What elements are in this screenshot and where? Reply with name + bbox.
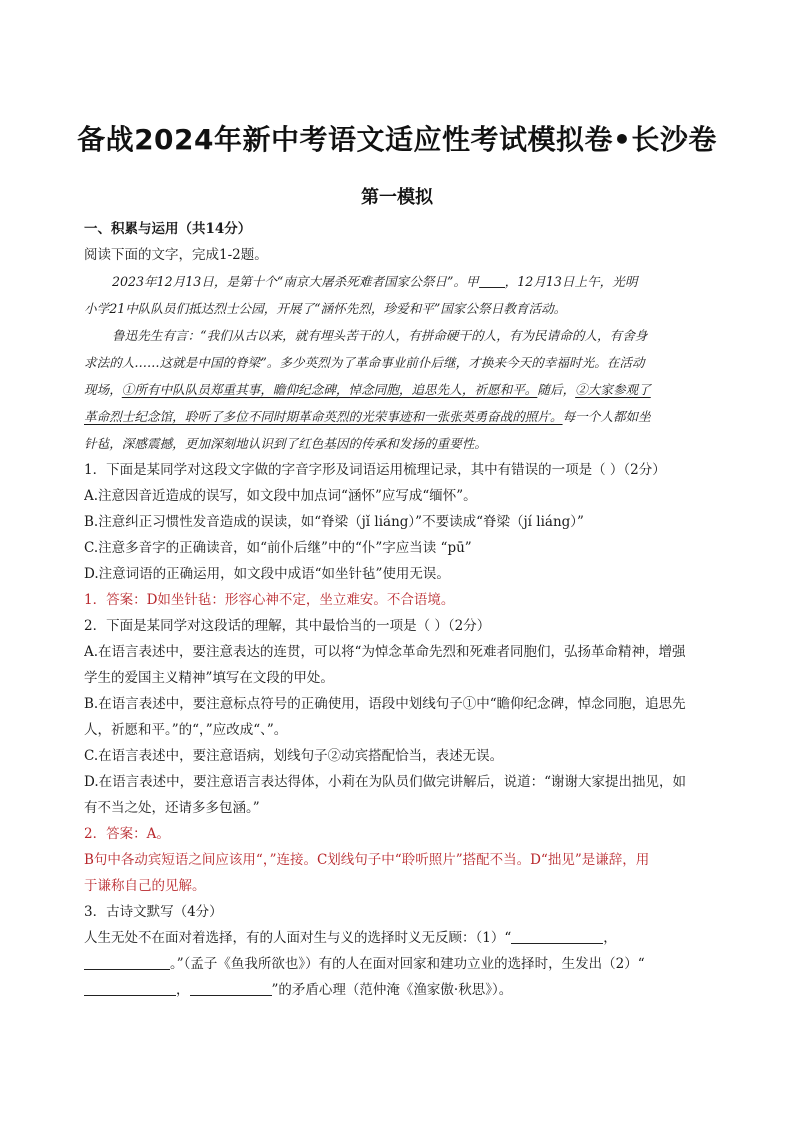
question-text: 。”（孟子《鱼我所欲也》）有的人在面对回家和建功立业的选择时，生发出（2）“ — [170, 956, 645, 972]
question-stem: 1．下面是某同学对这段文字做的字音字形及词语运用梳理记录，其中有错误的一项是（ ）（2分） — [84, 462, 666, 478]
passage-text: 2023年12月13日，是第十个“南京大屠杀死难者国家公祭日”。 — [112, 274, 467, 289]
section-instruction: 阅读下面的文字，完成1-2题。 — [84, 247, 268, 263]
reading-passage — [84, 268, 712, 457]
blank-jia — [466, 274, 505, 289]
question-stem: 3．古诗文默写（4分） — [84, 904, 223, 920]
fill-blank-2b[interactable] — [190, 979, 272, 996]
exam-title: 备战2024年新中考语文适应性考试模拟卷•长沙卷 — [77, 123, 717, 156]
passage-line: 小学21中队队员们抵达烈士公园，开展了“涵怀先烈，珍爱和平”国家公祭日教育活动。 — [84, 301, 567, 316]
option-d: D.注意词语的正确运用，如文段中成语“如坐针毡”使用无误。 — [84, 566, 450, 582]
question-3-line — [84, 977, 712, 1003]
passage-line: 鲁迅先生有言：“我们从古以来，就有埋头苦干的人，有拼命硬干的人，有为民请命的人，有舍身 — [112, 328, 648, 343]
question-text: 人生无处不在面对着选择，有的人面对生与义的选择时义无反顾：（1）“ — [84, 930, 512, 946]
option-d-cont: 有不当之处，还请多多包涵。” — [84, 800, 260, 816]
passage-line — [84, 268, 712, 295]
passage-text: ，12月13日上午，光明 — [504, 274, 638, 289]
option-a-cont: 学生的爱国主义精神”填写在文段的甲处。 — [84, 670, 334, 686]
underlined-sentence-2: ②大家参观了 — [575, 382, 651, 397]
fill-blank-1a[interactable] — [511, 927, 603, 944]
passage-text: 每一个人都如坐 — [562, 409, 651, 424]
answer-2-explanation: B句中各动宾短语之间应该用“，”连接。C划线句子中“聆听照片”搭配不当。D“拙见”是谦辞，用 — [84, 852, 650, 868]
answer-2: 2．答案：A。 — [84, 826, 170, 842]
exam-body — [84, 216, 712, 1003]
question-text: ， — [176, 982, 190, 998]
option-c: C.在语言表述中，要注意语病，划线句子②动宾搭配恰当，表述无误。 — [84, 748, 504, 764]
question-text: ， — [603, 930, 617, 946]
underlined-sentence-1: ①所有中队队员郑重其事，瞻仰纪念碑，悼念同胞，追思先人，祈愿和平。 — [121, 382, 538, 397]
passage-line: 针毡，深感震撼，更加深刻地认识到了红色基因的传承和发扬的重要性。 — [84, 436, 487, 451]
passage-text: 现场， — [84, 382, 122, 397]
fill-blank-2a[interactable] — [84, 979, 176, 996]
option-b-cont: 人，祈愿和平。”的“，”应改成“、”。 — [84, 722, 288, 738]
fill-blank-1b[interactable] — [84, 953, 170, 970]
option-a: A.注意因音近造成的误写，如文段中加点词“涵怀”应写成“缅怀”。 — [84, 488, 477, 504]
option-b: B.注意纠正习惯性发音造成的误读，如“脊梁（jǐ liáng）”不要读成“脊梁（jí liáng）” — [84, 514, 584, 530]
section-heading: 一、积累与运用（共14分） — [84, 221, 252, 237]
question-stem: 2．下面是某同学对这段话的理解，其中最恰当的一项是（ ）（2分） — [84, 618, 491, 634]
exam-subtitle: 第一模拟 — [361, 187, 433, 208]
question-3-line — [84, 951, 712, 977]
passage-line — [84, 376, 712, 403]
underlined-sentence-2-cont: 革命烈士纪念馆，聆听了多位不同时期革命英烈的光荣事迹和一张张英勇奋战的照片。 — [84, 409, 563, 424]
passage-line: 求法的人……这就是中国的脊梁”。多少英烈为了革命事业前仆后继，才换来今天的幸福时光。在活动 — [84, 355, 645, 370]
answer-1: 1．答案：D如坐针毡：形容心神不定，坐立难安。不合语境。 — [84, 592, 455, 608]
option-c: C.注意多音字的正确读音，如“前仆后继”中的“仆”字应当读 “pū” — [84, 540, 472, 556]
option-a: A.在语言表述中，要注意表达的连贯，可以将“为悼念革命先烈和死难者同胞们，弘扬革命精神，增强 — [84, 644, 686, 660]
answer-2-explanation-cont: 于谦称自己的见解。 — [84, 878, 206, 894]
question-3 — [84, 899, 712, 1003]
passage-line — [84, 403, 712, 430]
option-d: D.在语言表述中，要注意语言表达得体，小莉在为队员们做完讲解后，说道：“谢谢大家提出拙见，如 — [84, 774, 687, 790]
passage-text: 随后， — [537, 382, 576, 397]
question-1 — [84, 457, 712, 613]
question-3-line — [84, 925, 712, 951]
option-b: B.在语言表述中，要注意标点符号的正确使用，语段中划线句子①中“瞻仰纪念碑，悼念同胞，追思先 — [84, 696, 686, 712]
question-2 — [84, 613, 712, 899]
question-text: ”的矛盾心理（范仲淹《渔家傲·秋思》）。 — [271, 982, 513, 998]
fill-blank — [479, 271, 505, 288]
blank-label: 甲 — [466, 274, 479, 289]
